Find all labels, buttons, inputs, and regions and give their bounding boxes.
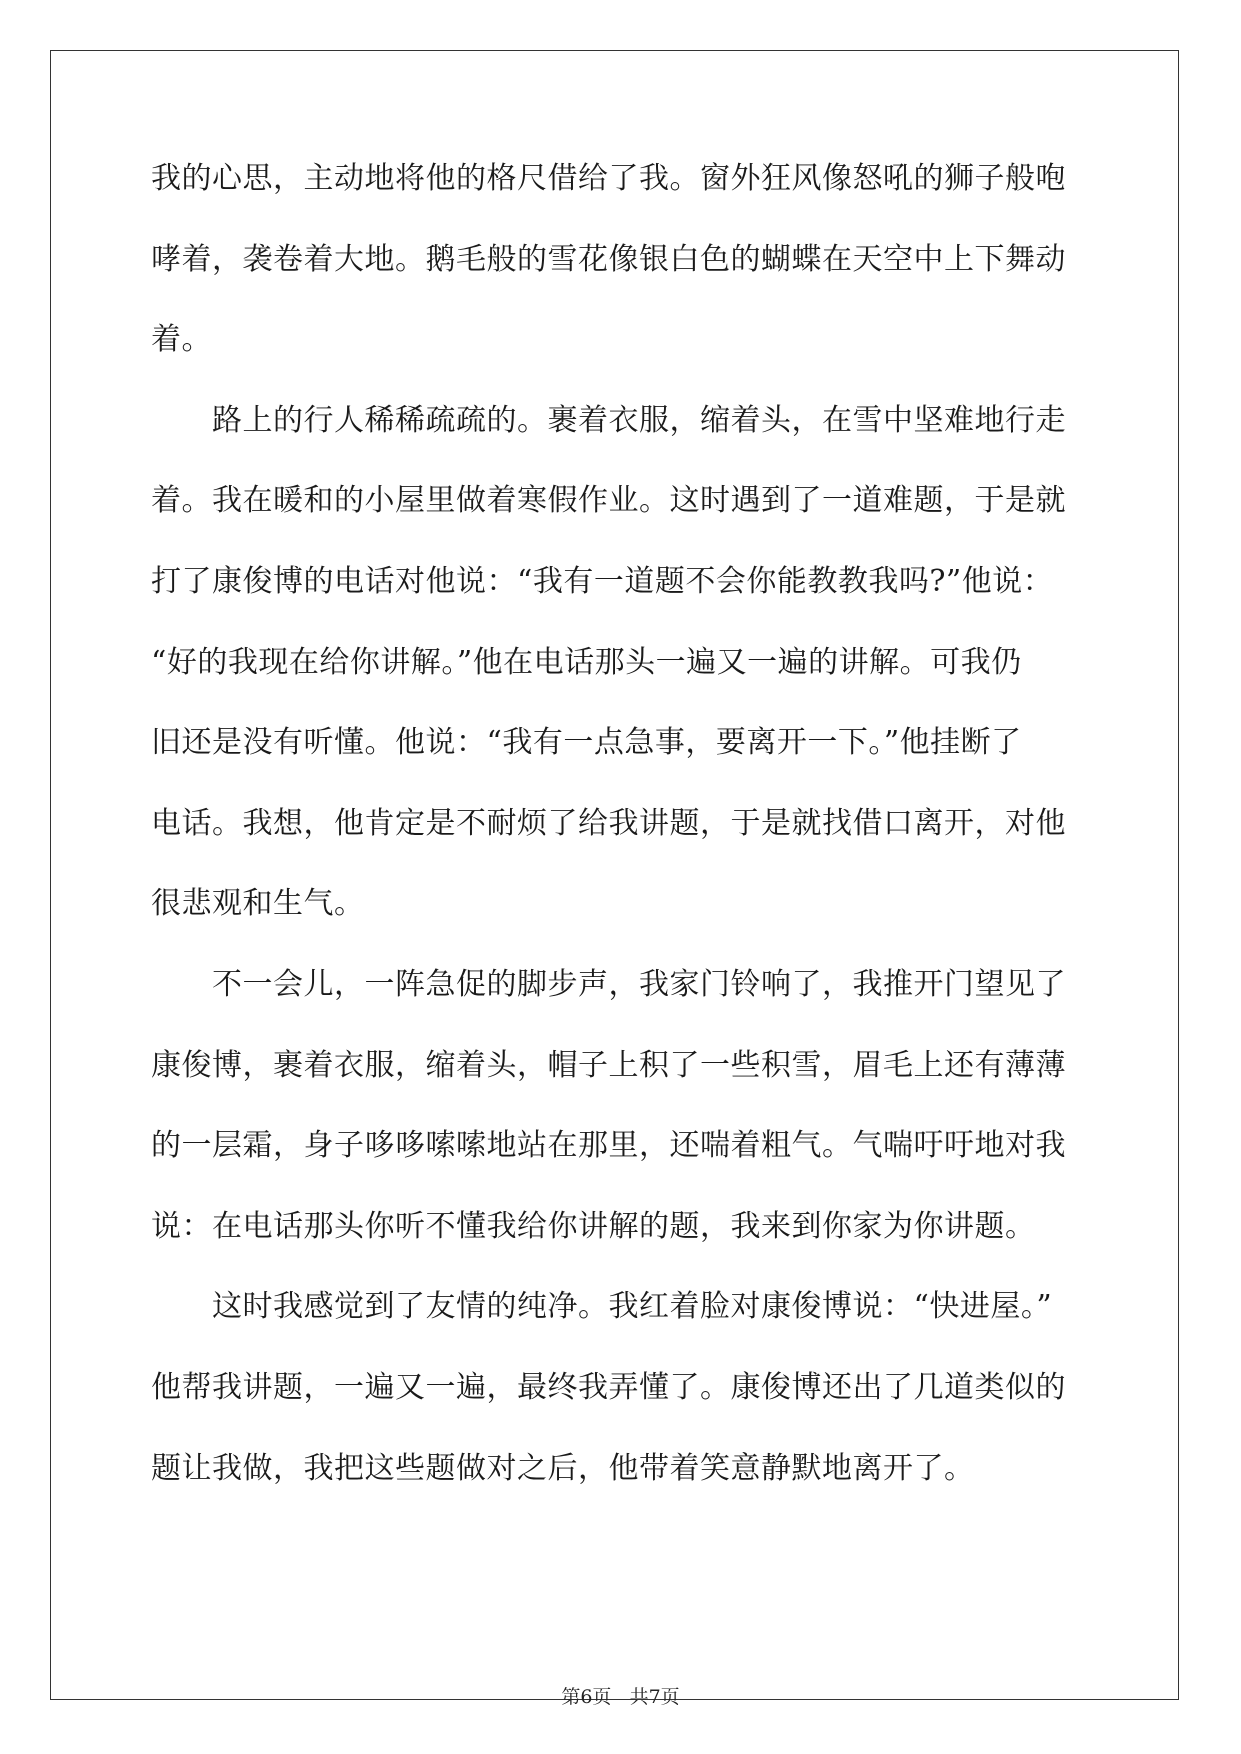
page-footer xyxy=(0,1682,1241,1709)
text-line: 康俊博，裹着衣服，缩着头，帽子上积了一些积雪，眉毛上还有薄薄 xyxy=(151,1047,1066,1083)
text-line: 题让我做，我把这些题做对之后，他带着笑意静默地离开了。 xyxy=(151,1450,975,1486)
text-line: 哮着，袭卷着大地。鹅毛般的雪花像银白色的蝴蝶在天空中上下舞动 xyxy=(151,241,1066,277)
total-pages: 共7页 xyxy=(629,1686,680,1708)
text-line: 着。 xyxy=(151,322,212,358)
text-line: 这时我感觉到了友情的纯净。我红着脸对康俊博说：“快进屋。” xyxy=(151,1289,1053,1325)
text-line: 着。我在暖和的小屋里做着寒假作业。这时遇到了一道难题，于是就 xyxy=(151,483,1066,519)
text-line: 打了康俊博的电话对他说：“我有一道题不会你能教教我吗?”他说： xyxy=(151,563,1054,599)
text-line: 电话。我想，他肯定是不耐烦了给我讲题，于是就找借口离开，对他 xyxy=(151,805,1066,841)
text-line: 路上的行人稀稀疏疏的。裹着衣服，缩着头，在雪中坚难地行走 xyxy=(151,402,1066,438)
text-line: “好的我现在给你讲解。”他在电话那头一遍又一遍的讲解。可我仍 xyxy=(151,644,1022,680)
current-page: 第6页 xyxy=(561,1686,612,1708)
text-line: 很悲观和生气。 xyxy=(151,886,365,922)
text-line: 的一层霜，身子哆哆嗦嗦地站在那里，还喘着粗气。气喘吁吁地对我 xyxy=(151,1128,1066,1164)
text-line: 他帮我讲题，一遍又一遍，最终我弄懂了。康俊博还出了几道类似的 xyxy=(151,1369,1066,1405)
document-body xyxy=(151,156,1091,1526)
text-line: 旧还是没有听懂。他说：“我有一点急事，要离开一下。”他挂断了 xyxy=(151,725,1022,761)
text-line: 不一会儿，一阵急促的脚步声，我家门铃响了，我推开门望见了 xyxy=(151,966,1066,1002)
text-line: 说：在电话那头你听不懂我给你讲解的题，我来到你家为你讲题。 xyxy=(151,1208,1036,1244)
text-line: 我的心思，主动地将他的格尺借给了我。窗外狂风像怒吼的狮子般咆 xyxy=(151,161,1066,196)
